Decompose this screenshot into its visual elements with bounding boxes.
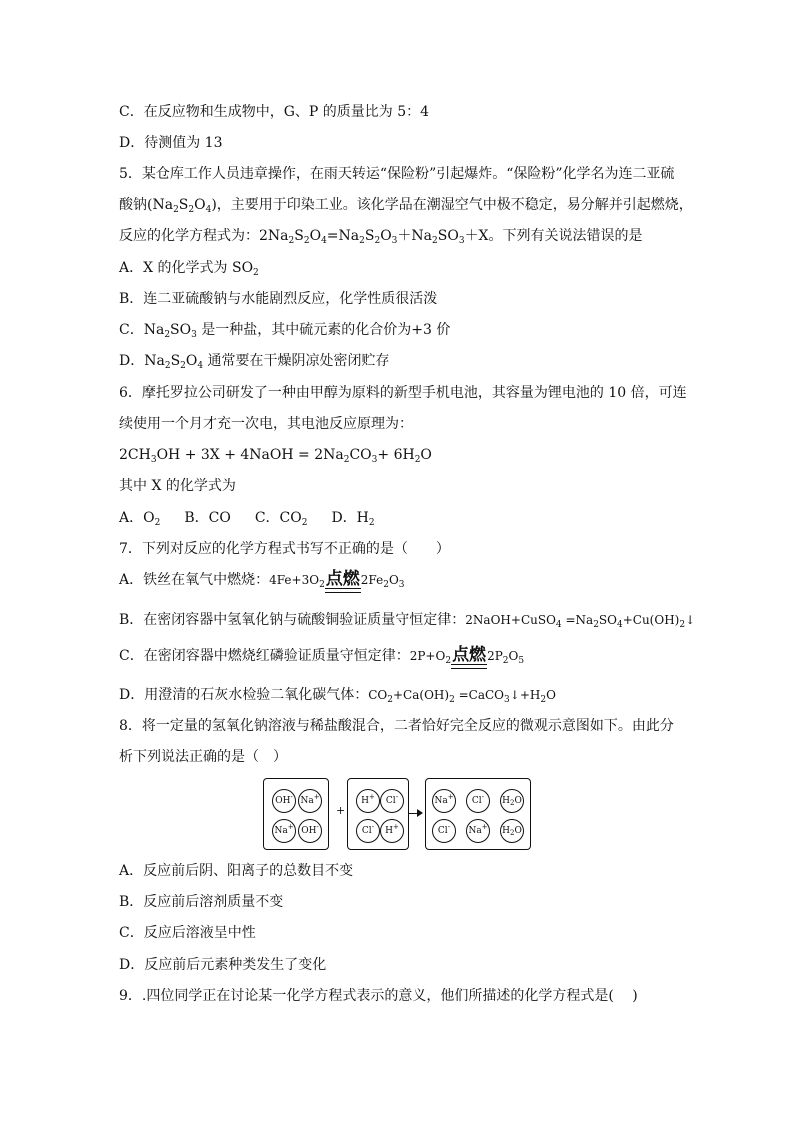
question-9-stem: 9．.四位同学正在讨论某一化学方程式表示的意义，他们所描述的化学方程式是( ): [119, 988, 638, 1004]
question-6-stem-1: 6．摩托罗拉公司研发了一种由甲醇为原料的新型手机电池，其容量为锂电池的 10 倍，可连: [119, 385, 687, 401]
ion-cl: Cl-: [380, 789, 404, 813]
ignite-condition: 点燃: [325, 570, 361, 593]
question-8-stem-1: 8．将一定量的氢氧化钠溶液与稀盐酸混合，二者恰好完全反应的微观示意图如下。由此分: [119, 718, 674, 734]
option-b-q5: B．连二亚硫酸钠与水能剧烈反应，化学性质很活泼: [119, 291, 438, 307]
plus-sign: +: [336, 804, 346, 817]
option-a-q8: A．反应前后阴、阳离子的总数目不变: [119, 863, 354, 879]
question-8-stem-2: 析下列说法正确的是（ ）: [119, 749, 287, 765]
option-c-q8: C．反应后溶液呈中性: [119, 925, 256, 941]
reaction-diagram: [263, 778, 531, 850]
question-6-options: A．$O_2$ B．CO C．$CO_2$ D．$H_2$: [119, 510, 375, 528]
product-box: [425, 778, 531, 850]
question-5-stem-2: 酸钠$(Na_2S_2O_4)$，主要用于印染工业。该化学品在潮湿空气中极不稳定，易分解并引起燃烧，: [119, 197, 693, 215]
option-c-q5: C．$Na_2SO_3$ 是一种盐，其中硫元素的化合价为+3 价: [119, 322, 451, 340]
ion-cl: Cl-: [356, 819, 380, 843]
ion-h: H+: [380, 819, 404, 843]
option-d-q4: D．待测值为 13: [119, 135, 223, 151]
ion-oh: OH-: [298, 819, 322, 843]
ion-oh: OH-: [272, 789, 296, 813]
ion-na: Na+: [432, 789, 456, 813]
ion-h: H+: [356, 789, 380, 813]
hcl-box: [347, 778, 409, 850]
ion-na: Na+: [298, 789, 322, 813]
question-5-equation: 反应的化学方程式为：$2Na_2S_2O_4=Na_2S_2O_3+Na_2SO_3+X$。下列有关说法错误的是: [119, 228, 643, 246]
question-6-stem-2: 续使用一个月才充一次电，其电池反应原理为：: [119, 416, 413, 432]
option-c-q4: C．在反应物和生成物中，G、P 的质量比为 5：4: [119, 104, 430, 120]
option-a-q5: A．X 的化学式为 $SO_2$: [119, 260, 259, 278]
option-d-q7: D．用澄清的石灰水检验二氧化碳气体：$CO_2+Ca(OH)_2$ $=CaCO_3↓+H_2O$: [119, 687, 556, 705]
molecule-h2o: $H_2O$: [500, 819, 524, 843]
question-6-stem-3: 其中 X 的化学式为: [119, 478, 236, 494]
option-c-q7: C．在密闭容器中燃烧红磷验证质量守恒定律：$2P+O_2$点燃$2P_2O_5$: [119, 646, 524, 669]
question-6-equation: $2CH_3OH + 3X$ + 4NaOH = $2Na_2CO_3+ 6H_2O$: [119, 447, 432, 465]
ion-cl: Cl-: [432, 819, 456, 843]
option-b-q8: B．反应前后溶剂质量不变: [119, 894, 284, 910]
naoh-box: [263, 778, 329, 850]
ion-cl: Cl-: [466, 789, 490, 813]
ion-na: Na+: [466, 819, 490, 843]
question-7-stem: 7．下列对反应的化学方程式书写不正确的是（ ）: [119, 541, 450, 557]
option-a-q7: A．铁丝在氧气中燃烧：$4Fe+3O_2$点燃$2Fe_2O_3$: [119, 570, 405, 593]
option-d-q5: D．$Na_2S_2O_4$ 通常要在干燥阴凉处密闭贮存: [119, 353, 390, 371]
question-5-stem-1: 5．某仓库工作人员违章操作，在雨天转运“保险粉”引起爆炸。“保险粉”化学名为连二亚硫: [119, 166, 675, 182]
option-d-q8: D．反应前后元素种类发生了变化: [119, 957, 327, 973]
option-b-q7: B．在密闭容器中氢氧化钠与硫酸铜验证质量守恒定律：2NaOH+CuSO$_4$ $=Na_2SO_4+Cu(OH)_2↓$: [119, 612, 696, 630]
molecule-h2o: $H_2O$: [500, 789, 524, 813]
arrow-head: [417, 809, 423, 817]
ignite-condition: 点燃: [451, 646, 487, 669]
ion-na: Na+: [272, 819, 296, 843]
